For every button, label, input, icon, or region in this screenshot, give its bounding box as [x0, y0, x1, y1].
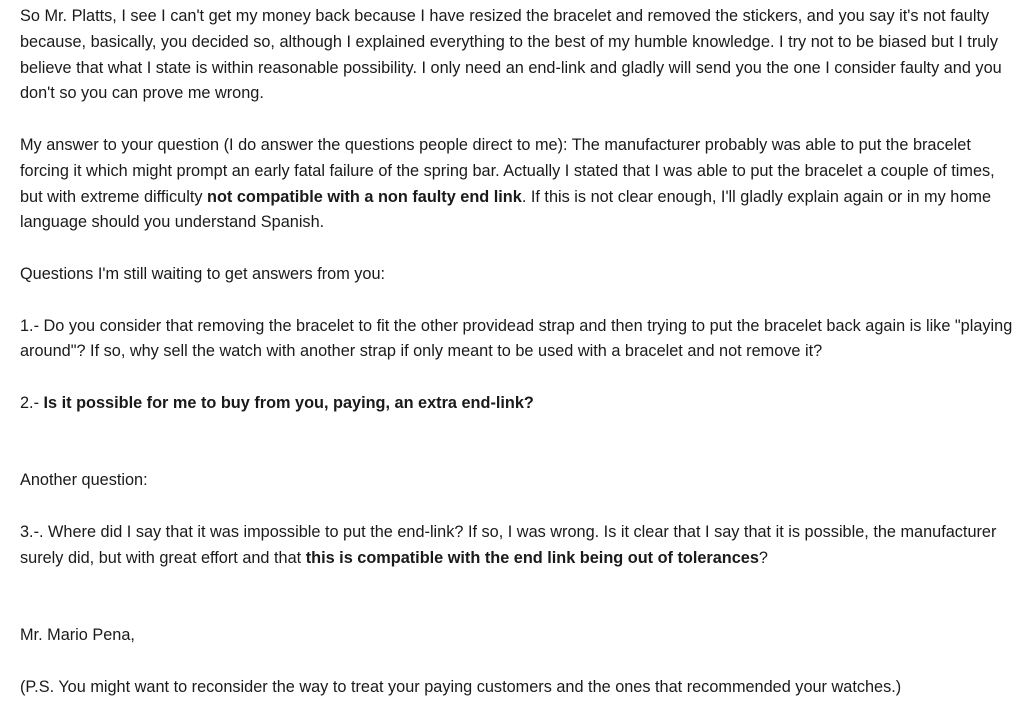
spacer	[20, 107, 1020, 133]
paragraph-answer	[20, 133, 1020, 236]
signature-text: Mr. Mario Pena,	[20, 626, 135, 645]
postscript	[20, 675, 1020, 701]
paragraph-intro-text: So Mr. Platts, I see I can't get my money back because I have resized the bracelet and removed the stickers, and you say it's not faulty because, basically, you decided so, although I explained everything to the best of my humble knowledge. I try not to be biased but I truly believe that what I state is within reasonable possibility. I only need an end-link and gladly will send you the one I consider faulty and you don't so you can prove me wrong.	[20, 7, 1002, 103]
question-2	[20, 391, 1020, 417]
paragraph-answer-emphasis: not compatible with a non faulty end link	[207, 187, 522, 206]
spacer	[20, 572, 1020, 624]
signature	[20, 623, 1020, 649]
question-3-text-start: 3.-. Where did I say that it was impossible to put the end-link? If so, I was wrong. Is it clear that I say that it is possible, the manufacturer surely did, but with great effort and that	[20, 522, 997, 567]
paragraph-answer-text-start: My answer to your question (I do answer the questions people direct to me): The manufacturer probably was able to put the bracelet forcing it which might prompt an early fatal failure of the spring bar. Actually I stated that I was able to put the bracelet a couple of times, but with extreme difficulty	[20, 135, 995, 206]
question-3	[20, 520, 1020, 572]
spacer	[20, 365, 1020, 391]
question-3-text-end: ?	[758, 548, 768, 567]
paragraph-another-question	[20, 468, 1020, 494]
question-1	[20, 314, 1020, 366]
paragraph-questions-intro-text: Questions I'm still waiting to get answers from you:	[20, 264, 386, 283]
question-2-prefix: 2.-	[20, 393, 44, 412]
question-3-emphasis: this is compatible with the end link being out of tolerances	[305, 548, 759, 567]
spacer	[20, 236, 1020, 262]
spacer	[20, 649, 1020, 675]
paragraph-answer-text-end: . If this is not clear enough, I'll gladly explain again or in my home language should you understand Spanish.	[20, 187, 991, 232]
spacer	[20, 494, 1020, 520]
paragraph-another-question-text: Another question:	[20, 471, 148, 490]
question-2-emphasis: Is it possible for me to buy from you, paying, an extra end-link?	[43, 393, 534, 412]
paragraph-intro	[20, 4, 1020, 107]
postscript-text: (P.S. You might want to reconsider the way to treat your paying customers and the ones that recommended your watches.)	[20, 677, 902, 696]
spacer	[20, 288, 1020, 314]
paragraph-questions-intro	[20, 262, 1020, 288]
question-1-text: 1.- Do you consider that removing the bracelet to fit the other providead strap and then trying to put the bracelet back again is like "playing around"? If so, why sell the watch with another strap if only meant to be used with a bracelet and not remove it?	[20, 316, 1013, 361]
spacer	[20, 417, 1020, 469]
